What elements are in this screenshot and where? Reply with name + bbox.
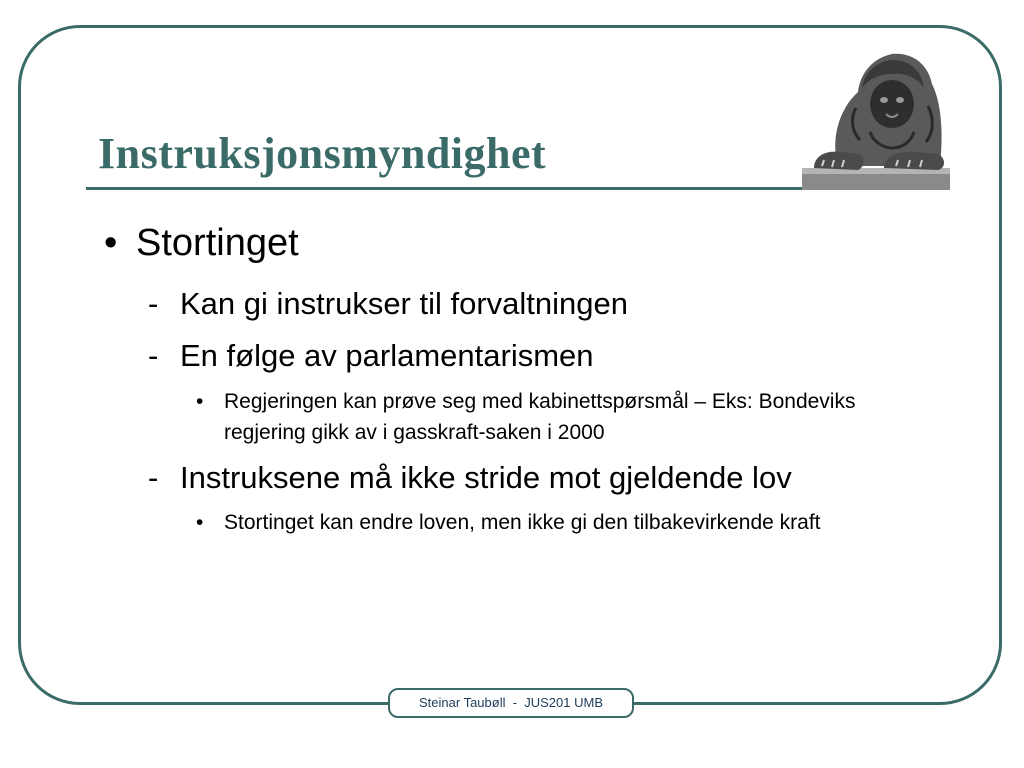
bullet-level1-stortinget [104, 222, 299, 265]
bullet-dot-icon: • [104, 222, 118, 264]
bullet-text: Stortinget [136, 222, 299, 264]
bullet-text: Kan gi instrukser til forvaltningen [180, 286, 629, 321]
bullet-dot-icon: • [196, 390, 204, 413]
dash-icon: - [148, 286, 159, 321]
bullet-text: Regjeringen kan prøve seg med kabinettspørsmål – Eks: Bondeviks regjering gikk av i gasskraft-saken i 2000 [224, 390, 856, 444]
bullet-level2-parlamentarismen [148, 338, 594, 374]
bullet-level3-tilbakevirkende [196, 507, 896, 538]
bullet-level2-instrukser [148, 286, 628, 322]
bullet-dot-icon: • [196, 511, 204, 534]
bullet-text: En følge av parlamentarismen [180, 338, 594, 373]
bullet-level2-gjeldende-lov [148, 460, 792, 496]
lion-statue-icon [800, 48, 952, 194]
bullet-level3-kabinettsporsmal [196, 386, 896, 448]
dash-icon: - [148, 460, 159, 495]
slide-title: Instruksjonsmyndighet [98, 129, 547, 178]
footer-label: Steinar Taubøll - JUS201 UMB [388, 688, 634, 718]
bullet-text: Stortinget kan endre loven, men ikke gi den tilbakevirkende kraft [224, 511, 821, 534]
bullet-text: Instruksene må ikke stride mot gjeldende lov [180, 460, 792, 495]
dash-icon: - [148, 338, 159, 373]
